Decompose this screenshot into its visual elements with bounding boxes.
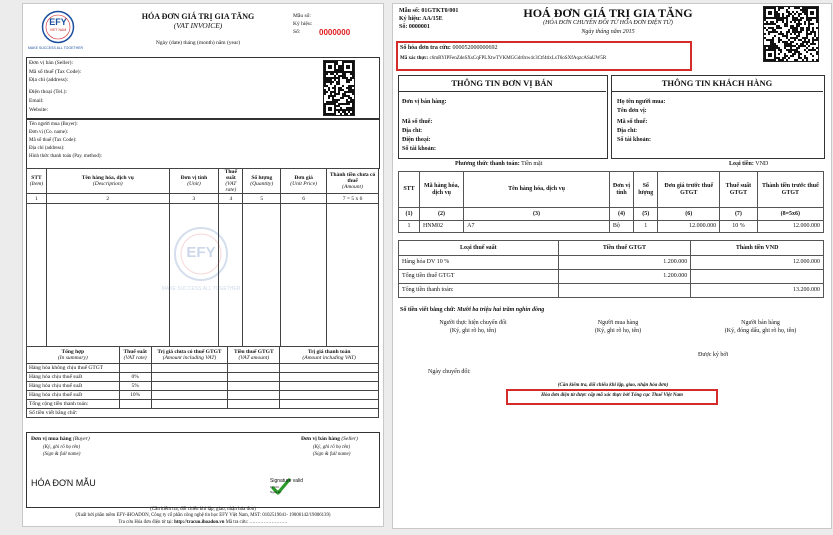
summary-label: Hàng hóa chịu thuế suất [27,382,120,391]
summary-rate: 5% [119,382,151,391]
seller-info-header: THÔNG TIN ĐƠN VỊ BÁN [451,78,553,88]
seller-field: Website: [29,107,49,113]
tax-header: Thành tiền VND [691,241,824,256]
table-cell [228,400,280,409]
sign-converter: Người thực hiện chuyển đổi [439,320,507,326]
footer-software: (Xuất bởi phần mềm EFY-iHOADON, Công ty cổ phần công nghệ tin học EFY Việt Nam, MST: 0102519041- 19006142/19006139) [75,513,331,518]
tax-total: 13.200.000 [691,284,824,298]
sample-invoice-label: HÓA ĐƠN MẪU [31,478,96,488]
logo-sub: VIET NAM [49,28,67,32]
item-stt: 1 [399,221,420,233]
tax-summary-table [398,240,824,298]
table-cell [281,204,327,347]
info-header-rule [611,91,823,92]
signed-by-label: Ký bởi: [270,485,280,489]
buyer-field: Hình thức thanh toán (Pay. method): [29,154,102,159]
tax-amount: 1.200.000 [558,256,691,270]
item-rate: 10 % [720,221,758,233]
logo-slogan: MAKE SUCCESS ALL TOGETHER [28,46,83,50]
check-note: (Cần kiểm tra, đối chiếu khi lập, giao, nhận hóa đơn) [557,383,669,388]
summary-header: Tiền thuế GTGT (VAT amount) [228,347,280,364]
summary-label: Hàng hóa chịu thuế suất [27,373,120,382]
seller-sign-title: Đơn vị bán hàng (Seller) [301,436,358,442]
tax-total: 12.000.000 [691,256,824,270]
summary-header: Tổng hợp (In summary) [27,347,120,364]
tax-label: Tổng tiền thuế GTGT [399,270,559,284]
table-cell [243,204,281,347]
symbol-label: Ký hiệu: [293,21,313,27]
buyer-field: Địa chỉ: [617,128,638,134]
seller-field: Mã số thuế: [402,119,433,125]
symbol: Ký hiệu: AA/15E [399,16,443,22]
col-header-vat-rate: Thuế suất (VAT rate) [219,169,243,194]
buyer-sign-note: (Ký, ghi rõ họ tên) [43,445,81,450]
signature-valid-label: Signature valid [270,478,304,484]
logo-text: EFY [49,17,67,27]
buyer-info-header: THÔNG TIN KHÁCH HÀNG [661,78,773,88]
table-cell [280,373,379,382]
table-cell [228,391,280,400]
seller-field: Đơn vị bán (Seller): [29,60,73,66]
watermark-text: EFY [186,244,216,261]
table-cell [228,382,280,391]
seller-field: Mã số thuế (Tax Code): [29,69,82,75]
seller-sign-note-en: (Sign & full name) [313,452,351,457]
table-cell [46,204,169,347]
item-unit: Bộ [609,221,633,233]
converted-invoice-page [392,3,832,529]
lookup-number: Số hóa đơn tra cứu: 000052000000692 [400,45,498,51]
table-row [399,221,824,233]
col-index: (8=5x6) [757,208,823,221]
watermark-slogan: MAKE SUCCESS ALL TOGETHER [161,286,241,292]
col-header-description: Tên hàng hóa, dịch vụ (Description) [46,169,169,194]
item-amount: 12.000.000 [757,221,823,233]
footer-lookup: Tra cứu Hóa đơn điện tử tại: http://tracuu.ihoadon.vn Mã tra cứu: …………………… [118,520,288,525]
amount-in-words: Số tiền viết bằng chữ: Mười ba triệu hai trăm nghìn đồng [400,307,545,313]
sign-seller-note: (Ký, đóng dấu, ghi rõ họ, tên) [724,328,797,334]
buyer-sign-title: Đơn vị mua hàng (Buyer) [31,436,90,442]
tax-amount [558,284,691,298]
col-header-amount: Thành tiền trước thuế GTGT [757,172,823,208]
auth-code: Mã xác thực: c6mRYIPFenZdeSXsCqFPLXtwTVKMGGdr0zw4c3Ctf4tlxLsT6oSXfAqzcASaUW5R [400,56,607,61]
col-header-price: Đơn giá trước thuế GTGT [658,172,720,208]
table-cell [151,400,228,409]
buyer-field: Số tài khoản: [617,137,652,143]
invoice-title: HÓA ĐƠN GIÁ TRỊ GIA TĂNG [141,12,255,21]
col-index: 3 [169,194,219,204]
form-no-label: Mẫu số: [293,13,311,19]
seller-field: Email: [29,98,44,104]
item-qty: 1 [634,221,658,233]
col-index: 7 = 5 x 6 [327,194,379,204]
summary-header: Thuế suất (VAT rate) [119,347,151,364]
table-cell [280,364,379,373]
col-index: (6) [658,208,720,221]
sign-seller: Người bán hàng [741,320,780,326]
col-header-quantity: Số lượng (Quantity) [243,169,281,194]
table-row [399,270,824,284]
summary-label: Tổng cộng tiền thanh toán: [27,400,120,409]
col-header-amount: Thành tiền chưa có thuế (Amount) [327,169,379,194]
table-cell [228,373,280,382]
table-cell [280,400,379,409]
buyer-field: Mã số thuế (Tax Code): [29,138,77,143]
item-code: HNM02 [419,221,463,233]
tax-amount: 1.200.000 [558,270,691,284]
sign-buyer-note: (Ký, ghi rõ họ, tên) [594,328,642,334]
sign-converter-note: (Ký, ghi rõ họ, tên) [449,328,497,334]
seller-field: Điện thoại: [402,137,431,143]
qr-code [323,60,355,116]
signed-by-label: Được ký bởi [698,352,729,358]
table-cell [151,391,228,400]
col-header-stt: STT (Item) [27,169,47,194]
table-cell [151,382,228,391]
seller-field: Địa chỉ: [402,128,423,134]
buyer-field: Tên đơn vị: [617,108,647,114]
table-cell [280,391,379,400]
items-table [398,171,824,233]
sign-buyer: Người mua hàng [597,320,639,326]
item-price: 12.000.000 [658,221,720,233]
table-cell [280,382,379,391]
lookup-link[interactable]: http://tracuu.ihoadon.vn [174,520,225,525]
col-header-quantity: Số lượng [634,172,658,208]
signed-date-label: Ngày ký: [270,490,282,494]
table-cell [151,364,228,373]
item-name: A7 [464,221,610,233]
efy-logo [41,10,75,44]
tax-header: Loại thuế suất [399,241,559,256]
payment-method: Phương thức thanh toán: Tiền mặt [455,161,543,167]
table-cell [327,204,379,347]
invoice-number: Số: 0000001 [399,24,430,30]
buyer-field: Đơn vị (Co. name): [29,130,69,135]
info-header-rule [398,91,606,92]
summary-header: Trị giá chưa có thuế GTGT (Amount including VAT) [151,347,228,364]
form-number: Mẫu số: 01GTKT0/001 [399,8,459,14]
tax-label: Tổng tiền thanh toán: [399,284,559,298]
summary-rate: 0% [119,373,151,382]
col-index: 5 [243,194,281,204]
col-header-unit-price: Đơn giá (Unit Price) [281,169,327,194]
tax-label: Hàng hóa DV 10 % [399,256,559,270]
col-index: (1) [399,208,420,221]
invoice-subtitle: (VAT INVOICE) [173,21,223,30]
summary-rate: 10% [119,391,151,400]
buyer-sign-note-en: (Sign & full name) [43,452,81,457]
seller-field: Địa chỉ (address): [29,77,69,83]
col-header-name: Tên hàng hóa, dịch vụ [464,172,610,208]
table-cell [228,364,280,373]
signature-block [26,432,380,508]
summary-label: Hàng hóa không chịu thuế GTGT [27,364,120,373]
col-index: 1 [27,194,47,204]
buyer-block [26,119,380,169]
summary-rate [119,364,151,373]
buyer-field: Họ tên người mua: [617,99,666,105]
buyer-field: Mã số thuế: [617,119,648,125]
sample-invoice-page [22,3,384,527]
amount-words-label: Số tiền viết bằng chữ: [27,409,379,418]
no-label: Số: [293,29,301,35]
summary-label: Hàng hóa chịu thuế suất [27,391,120,400]
table-cell [151,373,228,382]
col-index: (2) [419,208,463,221]
currency: Loại tiền: VND [729,161,769,167]
table-row [399,284,824,298]
invoice-number: 0000000 [319,28,351,37]
col-header-unit: Đơn vị tính (Unit) [169,169,219,194]
buyer-field: Tên người mua (Buyer): [29,122,78,127]
invoice-date-line: Ngày (date) tháng (month) năm (year) [155,40,241,46]
footer-check-note: (Cần kiểm tra, đối chiếu khi lập, giao, nhận hóa đơn) [150,507,256,512]
seller-field: Điện thoại (Tel.): [29,89,67,95]
col-index: 2 [46,194,169,204]
buyer-field: Địa chỉ (address): [29,146,65,151]
seller-field: Đơn vị bán hàng: [402,99,447,105]
qr-code [763,6,819,62]
invoice-subtitle: (HÓA ĐƠN CHUYỂN ĐỔI TỪ HÓA ĐƠN ĐIỆN TỬ) [543,20,673,26]
table-row [399,256,824,270]
auth-note: Hóa đơn điện tử được cấp mã xác thực bởi Tổng cục Thuế Việt Nam [541,393,683,398]
summary-rate [119,400,151,409]
col-index: 6 [281,194,327,204]
col-header-stt: STT [399,172,420,208]
col-header-vat-rate: Thuế suất GTGT [720,172,758,208]
col-index: (3) [464,208,610,221]
col-index: 4 [219,194,243,204]
invoice-title: HOÁ ĐƠN GIÁ TRỊ GIA TĂNG [523,6,693,20]
col-index: (7) [720,208,758,221]
tax-header: Tiền thuế GTGT [558,241,691,256]
col-header-unit: Đơn vị tính [609,172,633,208]
col-header-code: Mã hàng hóa, dịch vụ [419,172,463,208]
table-cell [27,204,47,347]
summary-header: Trị giá thanh toán (Amount including VAT) [280,347,379,364]
tax-total [691,270,824,284]
col-index: (4) [609,208,633,221]
seller-field: Số tài khoản: [402,146,437,152]
convert-date-label: Ngày chuyển đổi: [428,369,471,375]
seller-sign-note: (Ký, ghi rõ họ tên) [313,445,351,450]
invoice-date-line: Ngày tháng năm 2015 [581,29,635,35]
col-index: (5) [634,208,658,221]
summary-table [26,346,379,418]
